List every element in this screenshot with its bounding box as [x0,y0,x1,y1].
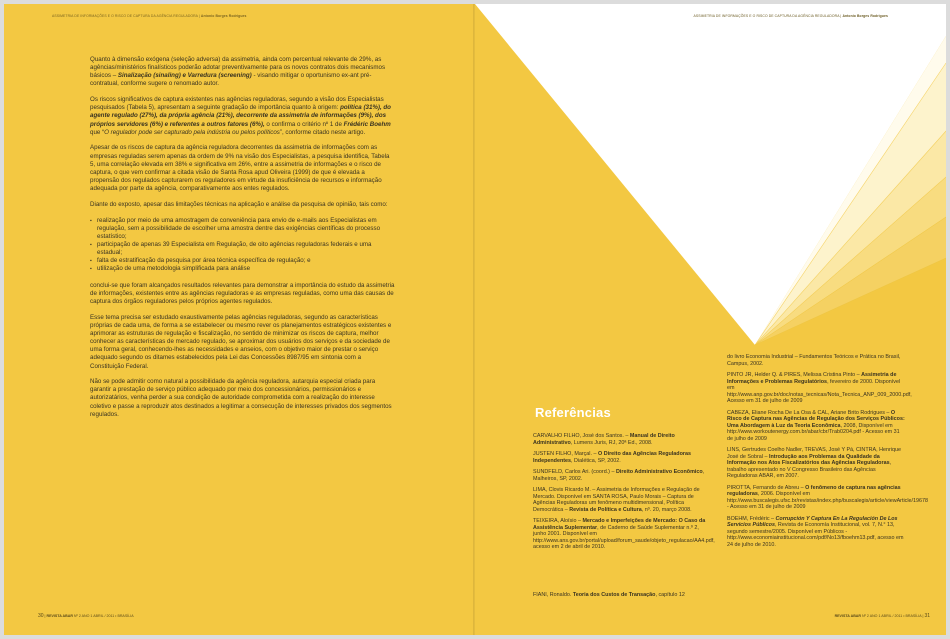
reference-entry [533,487,711,513]
reference-entry [727,447,905,480]
reference-title: Assimetria de Informações e Problemas Regulatórios [727,372,897,385]
reference-text: , 2006. Disponível em http://www.buscalegis.ufsc.br/revistas/index.php/buscalegis/article/viewArticle/19678 - Acesso em 31 de julho de 2009 [727,491,929,510]
paragraph-1 [90,56,395,89]
reference-title: Mercado e Imperfeições de Mercado: O Caso da Assistência Suplementar [533,518,706,531]
reference-text: do livro Economia Industrial – Fundamentos Teóricos e Prática no Brasil, Campus, 2002. [727,354,901,367]
reference-entry [533,592,711,599]
reference-text: FIANI, Ronaldo. [533,592,573,598]
paragraph-2-quote: O regulador pode ser capturado pela indústria ou pelos políticos [104,128,280,136]
reference-title: O Direito das Agências Reguladoras Independentes [533,451,691,464]
reference-entry [727,354,905,367]
reference-text: LINS, Gertrudes Coelho Nadler, TREVAS, José Y Pá, CINTRA, Henrique José de Sobral – [727,447,901,460]
running-header-left: ASSIMETRIA DE INFORMAÇÕES E O RISCO DE CAPTURA DA AGÊNCIA REGULADORA | Antonio Borges Rodrigues [52,14,247,18]
reference-entry [727,516,905,549]
paragraph-1-text-b: - visando mitigar o oportunismo ex-ant pré-contratual, conforme sugere o renomado autor. [90,72,372,88]
article-body [90,56,395,426]
reference-title: O fenômeno de captura nas agências reguladoras [727,484,901,497]
reference-text: , 2008, Disponível em http://www.workoutenergy.com.br/abar/cbr/Trab0204.pdf - Acesso em 31 de julho de 2009 [727,422,900,442]
paragraph-6: Esse tema precisa ser estudado exaustivamente pelas agências reguladoras, segundo as características próprias de cada uma, de forma a se estabelecer ou mesmo rever os planejamentos estratégicos existentes e aprimorar as estruturas de regulação e fiscalização, no sentido de minimizar os riscos de captura, melhor conhecer as características de mercado regulado, se aproximar dos usuários dos serviços e da sociedade de uma forma geral, conhecendo-lhes as necessidades e anseios, com o objetivo maior de prestar o serviço adequado segundo os ditames estabelecidos pela Lei das Concessões 8987/95 em sintonia com a Constituição Federal. [90,313,392,370]
left-page [4,4,475,635]
reference-text: CABEZA, Eliane Rocha De La Osa & CAL, Ariane Brito Rodrigues – [727,409,891,416]
paragraph-7: Não se pode admitir como natural a possibilidade da agência reguladora, autarquia especial criada para garantir a prestação de serviço público adequado por meio dos concessionários, permissionários e autorizatários, venha perder a sua condição de autoridade comprometida com a realização do interesse coletivo e passe a reproduzir atos destinados a legitimar a consecução de interesses privados dos segmentos regulados. [90,378,392,418]
paragraph-2-emphasis: política (31%), do agente regulado (27%), da própria agência (21%), decorrente da assimetria de informações (9%), dos próprios servidores (6%) e referentes a outros fatores (6%), [90,104,391,128]
reference-text: , nº. 20, março 2008. [641,506,692,513]
list-item: ▪ participação de apenas 39 Especialista em Regulação, de oito agências reguladoras federais e uma estadual; [90,241,395,257]
list-item: ▪ utilização de uma metodologia simplificada para análise [90,265,395,273]
reference-title: Teoria dos Custos de Transação [572,592,656,598]
folio-publication: REVISTA ABAR [46,614,73,618]
reference-text: , fevereiro de 2000. Disponível em http://www.anp.gov.br/doc/notas_tecnicas/Nota_Tecnica_ANP_009_2000.pdf, Acesso em 31 de julho de 2009 [727,378,912,404]
paragraph-1-text-a: Quanto à dimensão exógena (seleção adversa) da assimetria, ainda com percentual relevante de 29%, as agências/ministérios finalísticos poderão adotar preventivamente para os novos contratos dois mecanismos básicos – [90,56,386,80]
paragraph-5: conclui-se que foram alcançados resultados relevantes para demonstrar a importância do estudo da assimetria de informações, existentes entre as agências reguladoras e as empresas reguladas, como uma das causas de captura dos órgãos reguladores pelos próprios agentes regulados. [90,281,395,305]
reference-text: PINTO JR, Helder Q. & PIRES, Melissa Cristina Pinto – [727,372,862,378]
reference-text: BOEHM, Frédéric – [727,515,776,522]
folio-issue: Nº 2 ANO 1 ABRIL / 2011 • BRASÍLIA [861,614,922,618]
running-header-left-author: Antonio Borges Rodrigues [200,14,247,18]
reference-entry [727,484,929,511]
reference-title: O Risco de Captura nas Agências de Regulação dos Serviços Públicos: Uma Abordagem à Luz da Teoria Econômica [727,409,905,429]
paragraph-2-text-b: o confirma o critério nº 1 de [264,120,344,128]
folio-publication: REVISTA ABAR [834,614,861,618]
folio-issue: Nº 2 ANO 1 ABRIL / 2011 • BRASÍLIA [73,614,134,618]
reference-title: Corrupción Y Captura En La Regulación De Los Servicios Públicos [727,515,898,528]
paragraph-2 [90,96,395,137]
running-header-right: ASSIMETRIA DE INFORMAÇÕES E O RISCO DE CAPTURA DA AGÊNCIA REGULADORA | Antonio Borges Rodrigues [693,14,888,18]
reference-entry [727,372,912,405]
folio-left: 30 | REVISTA ABAR Nº 2 ANO 1 ABRIL / 2011 • BRASÍLIA [38,613,134,619]
reference-entry [727,410,905,443]
limitations-list [90,217,395,274]
paragraph-2-author: Frédéric Boehm [343,120,391,128]
reference-entry [533,469,711,482]
list-item: ▪ realização por meio de uma amostragem de conveniência para envio de e-mails aos Especialistas em regulação, sem a possibilidade de escolher uma amostra dentre das exigências científicas do processo estatístico; [90,217,395,241]
reference-text: , Dialética, SP, 2002. [571,457,621,464]
reference-title: Introdução aos Problemas da Qualidade da Informação nos Atos Fiscalizatórios das Agências Reguladoras [727,453,890,466]
references-column-1 [533,433,715,556]
reference-text: , capítulo 12 [655,592,685,598]
page-number: 31 [924,613,930,619]
references-heading: Referências [535,405,611,420]
paragraph-3: Apesar de os riscos de captura da agência reguladora decorrentes da assimetria de informações com as empresas reguladas serem apenas da ordem de 9% na visão dos Especialistas, a pesquisa identifica, Tabela 5, uma correlação elevada em 38% e significativa em 26%, entre a assimetria de informações e o risco de captura, o que vem confirmar a citada visão de Santa Rosa apud Oliveira (1999) de que é elevada a propensão dos regulados capturarem os reguladores em virtude da insuficiência de recursos e informação adequada por parte da agência, comparativamente aos entes regulados. [90,144,390,193]
list-item: ▪ falta de estratificação da pesquisa por área técnica específica de regulação; e [90,257,395,265]
reference-title: Revista de Política e Cultura [569,506,642,513]
paragraph-1-emphasis: Sinalização (sinaling) e Varredura (screening) [117,72,252,80]
running-header-right-title: ASSIMETRIA DE INFORMAÇÕES E O RISCO DE CAPTURA DA AGÊNCIA REGULADORA [693,14,840,18]
reference-text: , Revista de Economía Institucional, vol. 7, N.° 13, segundo semestre/2005. Disponível em Públicos - http://www.economiainstitucional.com/pdf/No13/fboehm13.pdf, acesso em 24 de julho de 2010. [727,522,904,548]
references-column-2 [727,354,929,553]
paragraph-2-text-c: que “ [90,128,105,136]
folio-right: REVISTA ABAR Nº 2 ANO 1 ABRIL / 2011 • BRASÍLIA | 31 [834,613,930,619]
magazine-spread [4,4,946,635]
reference-text: LIMA, Clovis Ricardo M. – Assimetria de Informações e Regulação de Mercado. Disponível em SANTA ROSA, Paulo Morais – Captura de Agências Reguladoras um fenômeno multidimensional, Política Democrática – [533,487,700,513]
reference-text: TEIXEIRA, Aloísio – [533,518,583,524]
reference-text: CARVALHO FILHO, José dos Santos. – [533,433,630,439]
reference-entry [533,518,715,551]
right-page [475,4,946,635]
reference-text: PIROTTA, Fernando de Abreu – [727,484,806,491]
paragraph-4: Diante do exposto, apesar das limitações técnicas na aplicação e análise da pesquisa de opinião, tais como: [90,200,388,208]
running-header-right-author: Antonio Borges Rodrigues [842,14,888,18]
reference-title: Direito Administrativo Econômico [615,469,703,475]
reference-text: SUNDFELD, Carlos Ari. (coord.) – [533,469,616,475]
reference-text: , Lumens Juris, RJ, 20ª Ed., 2008. [570,439,653,446]
reference-text: , trabalho apresentado no V Congresso Brasileiro das Agências Reguladoras ABAR, em 2007. [727,460,892,479]
page-number: 30 [38,613,44,619]
reference-text: , de Caderno de Saúde Suplementar n.º 2, junho 2001. Disponível em http://www.ans.gov.br/portal/upload/forum_saude/objeto_regulacao/AA4.pdf, acesso em 2 de abril de 2010. [533,524,715,550]
reference-text: JUSTEN FILHO, Marçal. – [533,451,598,457]
paragraph-2-text-a: Os riscos significativos de captura existentes nas agências reguladoras, segundo a visão dos Especialistas pesquisados (Tabela 5), apresentam a seguinte gradação de importância quanto à origem: [90,96,384,112]
reference-entry [533,433,711,446]
reference-text: , Malheiros, SP, 2002. [533,469,705,482]
paragraph-2-text-d: ”, conforme citado neste artigo. [279,128,366,136]
running-header-left-title: ASSIMETRIA DE INFORMAÇÕES E O RISCO DE CAPTURA DA AGÊNCIA REGULADORA [52,14,198,18]
reference-entry [533,451,711,464]
references-column-1-last [533,592,711,604]
reference-title: Manual de Direito Administrativo [533,433,675,446]
references-section [475,4,946,635]
